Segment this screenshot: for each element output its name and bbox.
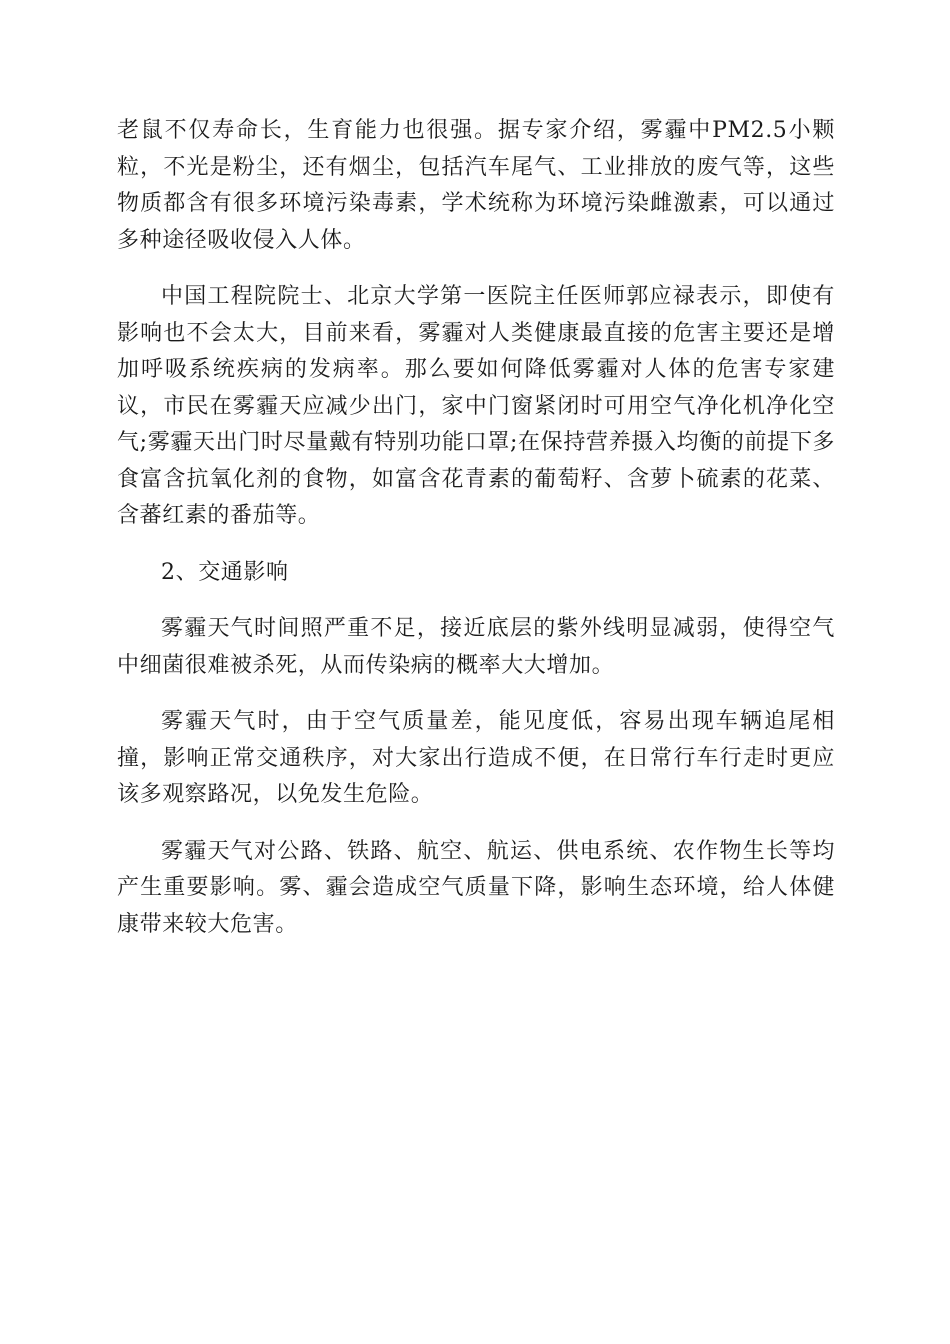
- document-body: [117, 113, 835, 963]
- paragraph-visibility: 雾霾天气时，由于空气质量差，能见度低，容易出现车辆追尾相撞，影响正常交通秩序，对大家出行造成不便，在日常行车行走时更应该多观察路况，以免发生危险。: [117, 709, 835, 807]
- section-heading-traffic: 2、交通影响: [161, 559, 289, 585]
- paragraph-expert-advice: 中国工程院院士、北京大学第一医院主任医师郭应禄表示，即使有影响也不会太大，目前来看，雾霾对人类健康最直接的危害主要还是增加呼吸系统疾病的发病率。那么要如何降低雾霾对人体的危害专家建议，市民在雾霾天应减少出门，家中门窗紧闭时可用空气净化机净化空气;雾霾天出门时尽量戴有特别功能口罩;在保持营养摄入均衡的前提下多食富含抗氧化剂的食物，如富含花青素的葡萄籽、含萝卜硫素的花菜、含蕃红素的番茄等。: [117, 284, 835, 528]
- paragraph-continued: 老鼠不仅寿命长，生育能力也很强。据专家介绍，雾霾中PM2.5小颗粒，不光是粉尘，还有烟尘，包括汽车尾气、工业排放的废气等，这些物质都含有很多环境污染毒素，学术统称为环境污染雌激素，可以通过多种途径吸收侵入人体。: [117, 118, 835, 253]
- paragraph-sunlight: 雾霾天气时间照严重不足，接近底层的紫外线明显减弱，使得空气中细菌很难被杀死，从而传染病的概率大大增加。: [117, 616, 835, 678]
- paragraph-impact: 雾霾天气对公路、铁路、航空、航运、供电系统、农作物生长等均产生重要影响。雾、霾会造成空气质量下降，影响生态环境，给人体健康带来较大危害。: [117, 838, 835, 937]
